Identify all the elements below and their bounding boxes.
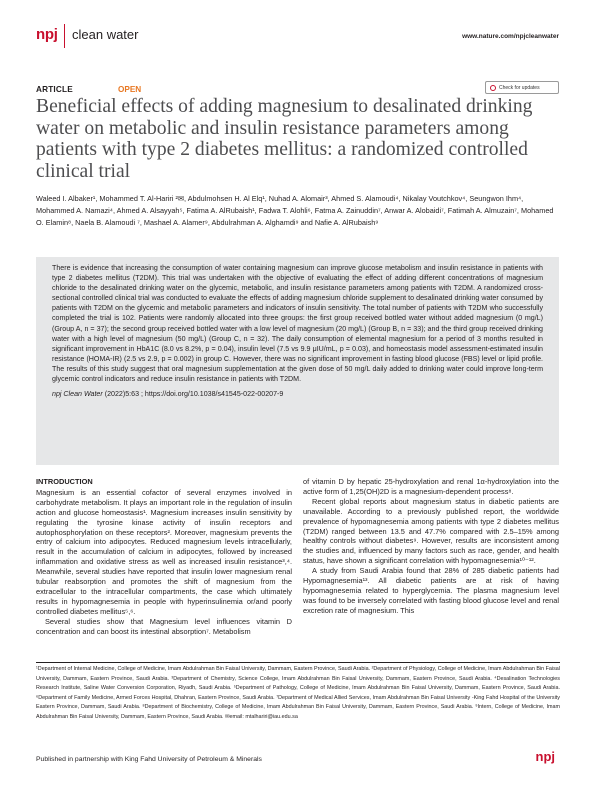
- check-for-updates-button[interactable]: [485, 81, 559, 94]
- paragraph: A study from Saudi Arabia found that 28% of 285 diabetic patients had Hypomagnesemia¹³. All diabetic patients are at risk of having hypomagnesemia related to hyperglycemia. The plasma magnesium level was found to be inversely correlated with fasting blood glucose level and renal excretion rate of magnesium. This: [303, 566, 559, 615]
- crossmark-icon: [490, 85, 496, 91]
- paragraph: Several studies show that Magnesium level influences vitamin D concentration and can boost its intestinal absorption⁷. Metabolism: [36, 616, 292, 636]
- article-title: Beneficial effects of adding magnesium to desalinated drinking water on metabolic and insulin resistance parameters among patients with type 2 diabetes mellitus: a randomized controlled clinical trial: [36, 96, 533, 182]
- journal-url[interactable]: www.nature.com/npjcleanwater: [462, 33, 559, 40]
- author-list: Waleed I. Albaker¹, Mohammed T. Al-Hariri ²✉, Abdulmohsen H. Al Elq¹, Nuhad A. Alomair³, Ahmed S. Alamoudi⁴, Nikalay Voutchkov⁴, Seungwon Ihm⁴, Mohammed A. Namazi⁴, Ahmed A. Alsayyah⁵, Fatima A. AlRubaish¹, Fadwa T. Alohli⁶, Fatma A. Zainuddin⁷, Anwar A. Alobaidi⁷, Fatimah A. Almuzain⁷, Mohamed O. Elamin⁸, Naela B. Alamoudi ⁷, Mashael A. Alamer⁹, Abdulrahman A. Alghamdi⁹ and Nafie A. AlRubaish⁹: [36, 194, 554, 227]
- header-divider: [64, 24, 65, 48]
- open-access-label: OPEN: [118, 85, 142, 94]
- abstract-box: [36, 257, 559, 465]
- paragraph: Recent global reports about magnesium status in diabetic patients are unavailable. According to a previously published report, the worldwide prevalence of hypomagnesemia among patients with type 2 diabetes mellitus (T2DM) ranged between 13.5 and 47.7% compared with 2.5–15% among healthy controls without diabetes⁹. However, results are inconsistent among the studies and, influenced by many factors such as race, gender, and health status, have shown a significant correlation with hypomagnesemia¹⁰⁻¹².: [303, 496, 559, 566]
- section-heading-introduction: INTRODUCTION: [36, 477, 93, 486]
- right-column: [303, 477, 559, 616]
- check-updates-label: Check for updates: [499, 84, 540, 91]
- citation-journal: npj Clean Water: [52, 390, 103, 399]
- footer-npj-logo: npj: [535, 749, 555, 764]
- article-type: ARTICLE: [36, 85, 73, 94]
- citation-doi[interactable]: (2022)5:63 ; https://doi.org/10.1038/s41545-022-00207-9: [102, 390, 284, 399]
- left-column: [36, 477, 292, 637]
- footnote-rule: [36, 662, 560, 663]
- abstract-text: There is evidence that increasing the consumption of water containing magnesium can improve glucose metabolism and insulin resistance in patients with type 2 diabetes mellitus (T2DM). This trial was undertaken with the objective of evaluating the effect of adding different concentrations of magnesium chloride to the desalinated drinking water on the glycemic, metabolic, and insulin resistance parameters among patients with T2DM. A randomized cross-sectional controlled clinical trial was conducted to evaluate the effects of adding magnesium chloride supplement to desalinated drinking water consumed by patients with T2DM on the glycemic and metabolic parameters and indicators of insulin sensitivity. The total number of patients with T2DM who successfully completed the trial is 102. Patients were randomly allocated into three groups: the first group received bottled water without added magnesium (0 mg/L) (Group A, n = 37); the second group received bottled water with a low level of magnesium (20 mg/L) (Group B, n = 33); and the third group received drinking water with a high level of magnesium (50 mg/L) (Group C, n = 32). The daily consumption of elemental magnesium for a period of 3 months resulted in significant improvement in HbA1C (8.0 vs 8.2%, p = 0.04), insulin level (7.5 vs 9.9 μIU/mL, p = 0.03), and homeostasis model assessment-estimated insulin resistance (HOMA-IR) (2.5 vs 2.9, p = 0.002) in group C. However, there was no significant improvement in fasting blood glucose (FBS) level or lipid profile. The results of this study suggest that oral magnesium supplementation at the given dose of 50 mg/L daily added to drinking water could improve long-term glycemic control indicators and reduce insulin resistance in patients with T2DM.: [52, 264, 543, 384]
- journal-name: clean water: [72, 27, 139, 42]
- paragraph: Magnesium is an essential cofactor of several enzymes involved in carbohydrate metabolism. It plays an important role in the regulation of insulin action and glucose homeostasis¹. Magnesium increases insulin sensitivity by regulating the tyrosine kinase activity of insulin receptors and autophosphorylation on these receptors². Moreover, magnesium prevents the entry of calcium into adipocytes. Reduced magnesium levels intracellularly, result in the accumulation of calcium in adipocytes, followed by increased inflammation and oxidative stress as well as increased insulin resistance³,⁴. Meanwhile, several studies have reported that insulin lower magnesium renal tubular reabsorption and promotes the shift of magnesium from the extracellular to the intracellular compartments, the case which ultimately results in hypomagnesemia in people with hyperinsulinemia or/and poorly controlled diabetes mellitus⁵,⁶.: [36, 487, 292, 616]
- citation-line: [52, 390, 543, 398]
- paragraph: of vitamin D by hepatic 25-hydroxylation and renal 1α-hydroxylation into the active form of 1,25(OH)2D is a magnesium-dependent process⁸.: [303, 477, 559, 496]
- npj-logo: npj: [36, 26, 58, 43]
- affiliations: ¹Department of Internal Medicine, College of Medicine, Imam Abdulrahman Bin Faisal University, Dammam, Eastern Province, Saudi Arabia. ²Department of Physiology, College of Medicine, Imam Abdulrahman Bin Faisal University, Dammam, Eastern Province, Saudi Arabia. ³Department of Chemistry, Science College, Imam Abdulrahman Bin Faisal University, Dammam, Eastern Province, Saudi Arabia. ⁴Desalination Technologies Research Institute, Saline Water Conversion Corporation, Riyadh, Saudi Arabia. ⁵Department of Pathology, College of Medicine, Imam Abdulrahman Bin Faisal University, Dammam, Eastern Province, Saudi Arabia. ⁶Department of Family Medicine, Armed Forces Hospital, Dhahran, Eastern Province, Saudi Arabia. ⁷Department of Medical Allied Services, Imam Abdulrahman Bin Faisal University -King Fahd Hospital of the University Eastern Province, Dammam, Saudi Arabia. ⁸Department of Biochemistry, College of Medicine, Imam Abdulrahman Bin Faisal University, Dammam, Eastern Province, Saudi Arabia. ⁹Intern, College of Medicine, Imam Abdulrahman Bin Faisal University, Dammam, Eastern Province, Saudi Arabia. ✉email: mtalhariri@iau.edu.sa: [36, 666, 560, 720]
- footer-partnership: Published in partnership with King Fahd University of Petroleum & Minerals: [36, 756, 262, 763]
